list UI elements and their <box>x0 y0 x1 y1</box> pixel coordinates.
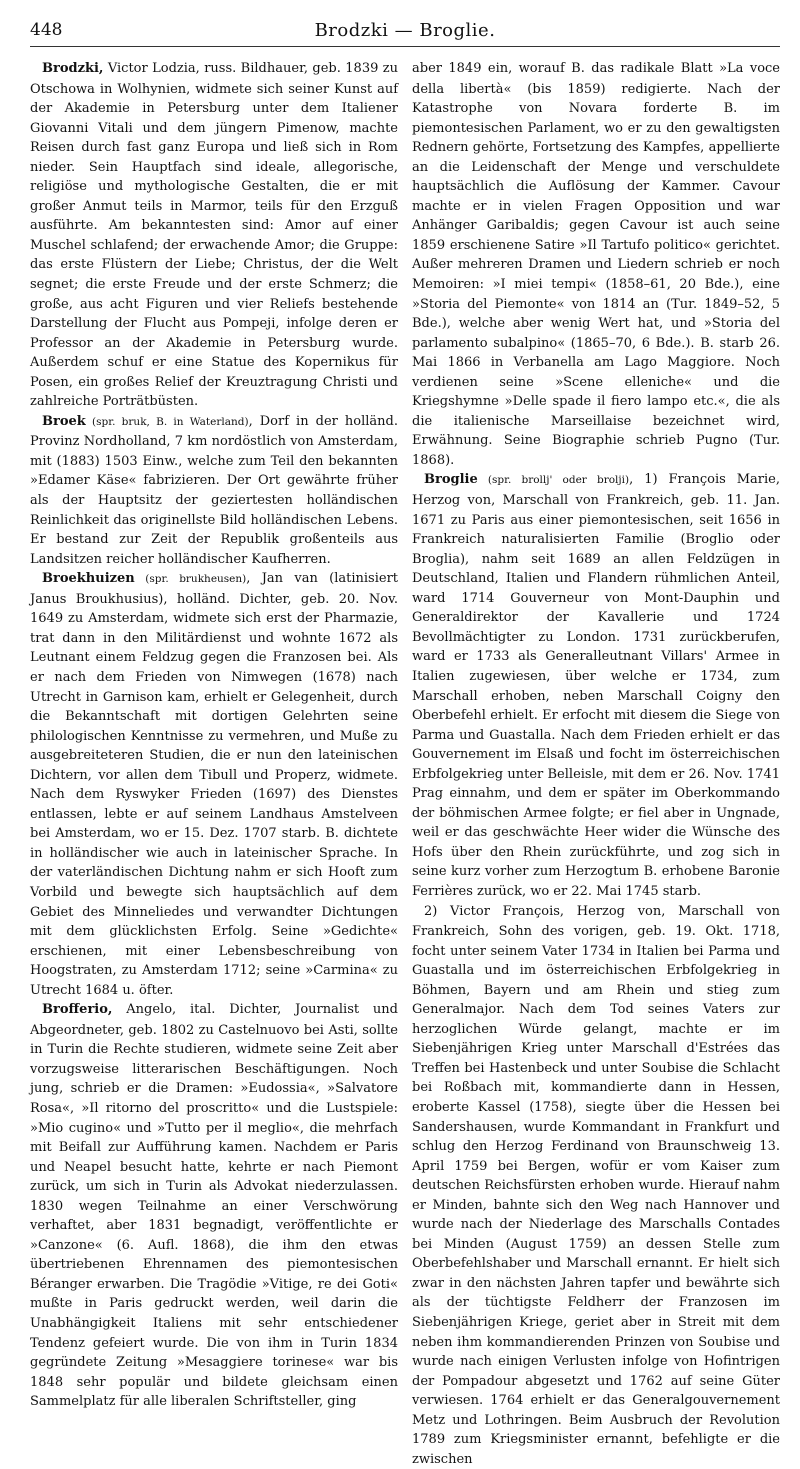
entry-text: , Dorf in der holländ. Provinz Nordholland, 7 km nordöstlich von Amsterdam, mit (1883) 1503 Einw., welche zum Teil den bekannten »Edamer Käse« fabrizieren. Der Ort gewährte früher als der Hauptsitz der geziertesten holländischen Reinlichkeit das originellste Bild holländischen Lebens. Er bestand zur Zeit der Republik großenteils aus Landsitzen reicher holländischer Kaufherren. <box>30 413 398 567</box>
text-columns <box>30 59 780 1469</box>
entry-text: 2) Victor François, Herzog von, Marschall von Frankreich, Sohn des vorigen, geb. 19. Okt. 1718, focht unter seinem Vater 1734 in Italien bei Parma und Guastalla und im österreichischen Erbfolgekrieg in Böhmen, Bayern und am Rhein und stieg zum Generalmajor. Nach dem Tod seines Vaters zur herzoglichen Würde gelangt, machte er im Siebenjährigen Krieg unter Marschall d'Estrées das Treffen bei Hastenbeck und unter Soubise die Schlacht bei Roßbach mit, kommandierte dann in Hessen, eroberte Kassel (1758), siegte über die Hessen bei Sandershausen, wurde Kommandant in Frankfurt und schlug den Herzog Ferdinand von Braunschweig 13. April 1759 bei Bergen, wofür er vom Kaiser zum deutschen Reichsfürsten erhoben wurde. Hierauf nahm er Minden, bahnte sich den Weg nach Hannover und wurde nach der Niederlage des Marschalls Contades bei Minden (August 1759) an dessen Stelle zum Oberbefehlshaber und Marschall ernannt. Er hielt sich zwar in den nächsten Jahren tapfer und bewährte sich als der tüchtigste Feldherr der Franzosen im Siebenjährigen Kriege, geriet aber in Streit mit dem neben ihm kommandierenden Prinzen von Soubise und wurde nach einigen Verlusten infolge von Hofintrigen der Pompadour abgesetzt und 1762 auf seine Güter verwiesen. 1764 erhielt er das Generalgouvernement Metz und Lothringen. Beim Ausbruch der Revolution 1789 zum Kriegsminister ernannt, befehligte er die zwischen <box>412 903 780 1467</box>
entry-text: Victor Lodzia, russ. Bildhauer, geb. 1839 zu Otschowa in Wolhynien, widmete sich seiner Kunst auf der Akademie in Petersburg unter dem Italiener Giovanni Vitali und dem jüngern Pimenow, machte Reisen durch fast ganz Europa und ließ sich in Rom nieder. Sein Hauptfach sind ideale, allegorische, religiöse und mythologische Gestalten, die er mit großer Anmut teils in Marmor, teils für den Erzguß ausführte. Am bekanntesten sind: Amor auf einer Muschel schlafend; der erwachende Amor; die Gruppe: das erste Flüstern der Liebe; Christus, der die Welt segnet; die erste Freude und der erste Schmerz; die große, aus acht Figuren und vier Reliefs bestehende Darstellung der Flucht aus Pompeji, infolge deren er Professor an der Akademie in Petersburg wurde. Außerdem schuf er eine Statue des Kopernikus für Posen, ein großes Relief der Kreuztragung Christi und zahlreiche Porträtbüsten. <box>30 61 398 410</box>
pronunciation: (spr. brollj' oder brolji) <box>477 474 630 487</box>
headword: Brofferio, <box>42 1002 113 1018</box>
left-column <box>30 59 398 1469</box>
running-head: Brodzki — Broglie. <box>314 20 496 41</box>
entry-text: , Jan van (latinisiert Janus Broukhusius), holländ. Dichter, geb. 20. Nov. 1649 zu Amsterdam, widmete sich erst der Pharmazie, trat dann in den Militärdienst und wohnte 1672 als Leutnant einem Feldzug gegen die Franzosen bei. Als er nach dem Frieden von Nimwegen (1678) nach Utrecht in Garnison kam, erhielt er Gelegenheit, durch die Bekanntschaft mit dortigen Gelehrten seine philologischen Kenntnisse zu vermehren, und Muße zu ausgebreiteteren Studien, die er nun den lateinischen Dichtern, vor allen dem Tibull und Properz, widmete. Nach dem Ryswyker Frieden (1697) des Dienstes entlassen, lebte er auf seinem Landhaus Amstelveen bei Amsterdam, wo er 15. Dez. 1707 starb. B. dichtete in holländischer wie auch in lateinischer Sprache. In der vaterländischen Dichtung nahm er sich Hooft zum Vorbild und bewegte sich hauptsächlich auf dem Gebiet des Minneliedes und verwandter Dichtungen mit dem glücklichsten Erfolg. Seine »Gedichte« erschienen, mit einer Lebensbeschreibung von Hoogstraten, zu Amsterdam 1712; seine »Carmina« zu Utrecht 1684 u. öfter. <box>30 571 399 998</box>
headword: Broglie <box>424 472 478 488</box>
right-column <box>412 59 780 1469</box>
page-header <box>30 16 780 47</box>
entry-broek <box>30 412 398 569</box>
page-number: 448 <box>30 20 63 40</box>
entry-text: aber 1849 ein, worauf B. das radikale Blatt »La voce della libertà« (bis 1859) redigierte. Nach der Katastrophe von Novara forderte B. im piemontesischen Parlament, wo er zu den gewaltigsten Rednern gehörte, Fortsetzung des Kampfes, appellierte an die Leidenschaft der Menge und verschuldete hauptsächlich die Auflösung der Kammer. Cavour machte er in vielen Fragen Opposition und war Anhänger Garibaldis; gegen Cavour ist auch seine 1859 erschienene Satire »Il Tartufo politico« gerichtet. Außer mehreren Dramen und Liedern schrieb er noch Memoiren: »I miei tempi« (1858–61, 20 Bde.), eine »Storia del Piemonte« von 1814 an (Tur. 1849–52, 5 Bde.), welche aber wenig Wert hat, und »Storia del parlamento subalpino« (1865–70, 6 Bde.). B. starb 26. Mai 1866 in Verbanella am Lago Maggiore. Noch verdienen seine »Scene elleniche« und die Kriegshymne »Delle spade il fiero lampo etc.«, die als die italienische Marseillaise bezeichnet wird, Erwähnung. Seine Biographie schrieb Pugno (Tur. 1868). <box>412 61 780 468</box>
headword: Broekhuizen <box>42 571 135 587</box>
entry-text: Angelo, ital. Dichter, Journalist und Abgeordneter, geb. 1802 zu Castelnuovo bei Asti, sollte in Turin die Rechte studieren, widmete seine Zeit aber vorzugsweise litterarischen Beschäftigungen. Noch jung, schrieb er die Dramen: »Eudossia«, »Salvatore Rosa«, »Il ritorno del proscritto« und die Lustspiele: »Mio cugino« und »Tutto per il meglio«, die mehrfach mit Beifall zur Aufführung kamen. Nachdem er Paris und Neapel besucht hatte, kehrte er nach Piemont zurück, um sich in Turin als Advokat niederzulassen. 1830 wegen Teilnahme an einer Verschwörung verhaftet, aber 1831 begnadigt, veröffentlichte er »Canzone« (6. Aufl. 1868), die ihm den etwas übertriebenen Ehrennamen des piemontesischen Béranger erwarben. Die Tragödie »Vitige, re dei Goti« mußte in Paris gedruckt werden, weil darin die Unabhängigkeit Italiens mit sehr entschiedener Tendenz gefeiert wurde. Die von ihm in Turin 1834 gegründete Zeitung »Mesaggiere torinese« war bis 1848 sehr populär und bildete gleichsam einen Sammelplatz für alle liberalen Schriftsteller, ging <box>30 1002 398 1410</box>
entry-broglie <box>412 470 780 901</box>
pronunciation: (spr. brukheusen) <box>134 573 247 586</box>
pronunciation: (spr. bruk, B. in Waterland) <box>85 415 249 428</box>
entry-brofferio <box>30 1000 398 1411</box>
entry-brofferio-continued <box>412 59 780 470</box>
headword: Broek <box>42 413 86 429</box>
headword: Brodzki, <box>42 61 104 76</box>
entry-brodzki <box>30 59 398 412</box>
entry-broglie-2 <box>412 902 780 1469</box>
entry-text: , 1) François Marie, Herzog von, Marschall von Frankreich, geb. 11. Jan. 1671 zu Paris aus einer piemontesischen, seit 1656 in Frankreich naturalisierten Familie (Broglio oder Broglia), nahm seit 1689 an allen Feldzügen in Deutschland, Italien und Flandern rühmlichen Anteil, ward 1714 Gouverneur von Mont-Dauphin und Generaldirektor der Kavallerie und 1724 Bevollmächtigter zu London. 1731 zurückberufen, ward er 1733 als Generalleutnant Villars' Armee in Italien zugewiesen, über welche er 1734, zum Marschall erhoben, neben Marschall Coigny den Oberbefehl erhielt. Er erfocht mit diesem die Siege von Parma und Guastalla. Nach dem Frieden erhielt er das Gouvernement im Elsaß und focht im österreichischen Erbfolgekrieg unter Belleisle, mit dem er 26. Nov. 1741 Prag einnahm, und dem er später im Oberkommando der böhmischen Armee folgte; er fiel aber in Ungnade, weil er das geschwächte Heer wider die Wünsche des Hofs über den Rhein zurückführte, und zog sich in seine kurz vorher zum Herzogtum B. erhobene Baronie Ferrières zurück, wo er 22. Mai 1745 starb. <box>412 472 780 899</box>
entry-broekhuizen <box>30 569 398 1000</box>
